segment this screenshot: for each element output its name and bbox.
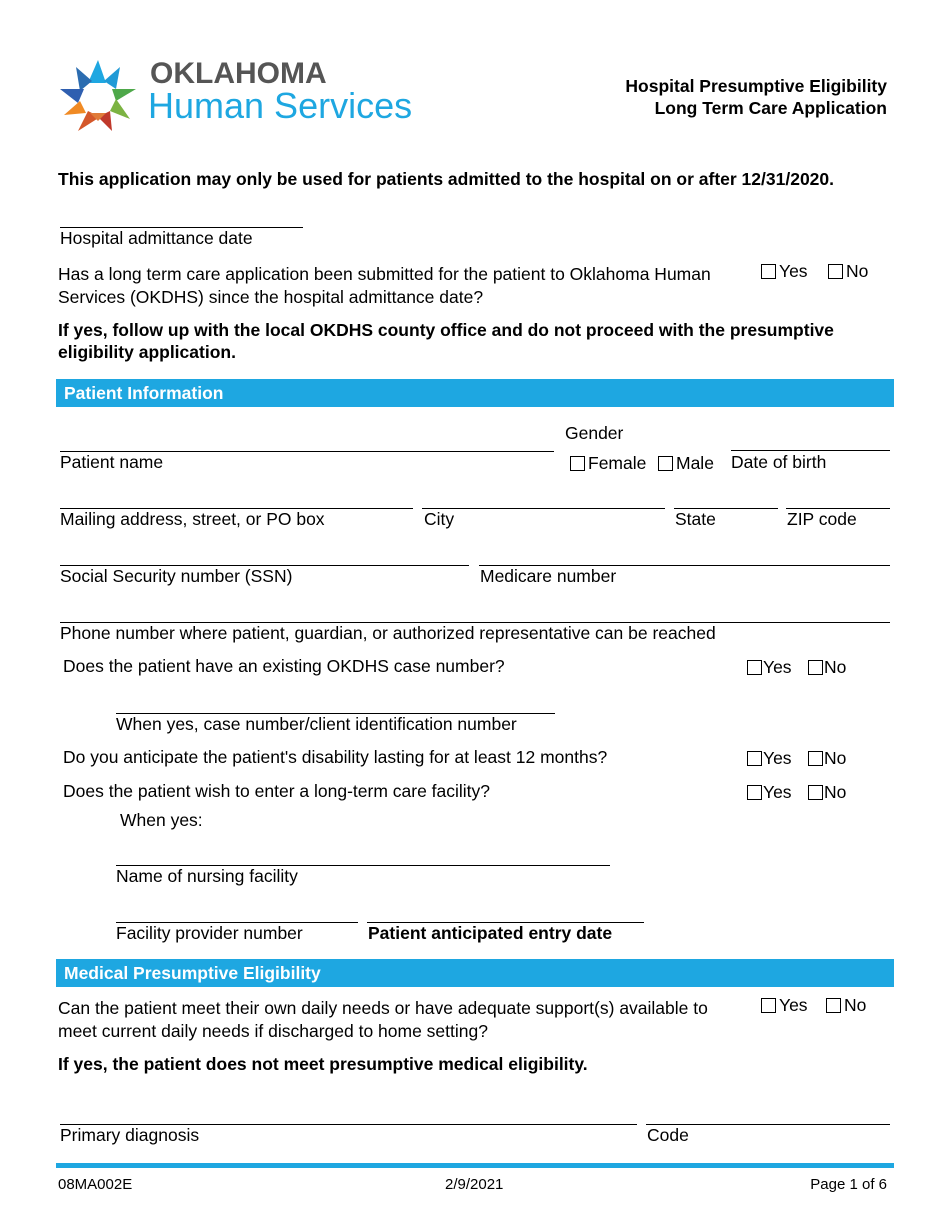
- gender-female[interactable]: [570, 453, 646, 474]
- checkbox-icon[interactable]: [826, 998, 841, 1013]
- primary-diagnosis-label: Primary diagnosis: [60, 1125, 200, 1145]
- phone-label: Phone number where patient, guardian, or authorized representative can be reached: [60, 623, 716, 643]
- form-title-line2: Long Term Care Application: [654, 98, 887, 118]
- checkbox-icon[interactable]: [658, 456, 673, 471]
- ltc-submitted-question-line2: Services (OKDHS) since the hospital admittance date?: [58, 287, 484, 307]
- ltc-submitted-yes[interactable]: [761, 261, 808, 282]
- daily-needs-question-line2: meet current daily needs if discharged to home setting?: [58, 1021, 488, 1041]
- form-date: 2/9/2021: [445, 1176, 504, 1193]
- checkbox-icon[interactable]: [808, 751, 823, 766]
- ltc-facility-no[interactable]: [808, 782, 846, 803]
- followup-notice-line1: If yes, follow up with the local OKDHS county office and do not proceed with the presumptive: [58, 320, 834, 340]
- ltc-submitted-no[interactable]: [828, 261, 868, 282]
- case-number-yes[interactable]: [747, 657, 792, 678]
- logo-line1: OKLAHOMA: [150, 57, 327, 90]
- checkbox-icon[interactable]: [747, 785, 762, 800]
- no-label: No: [824, 657, 847, 677]
- facility-provider-label: Facility provider number: [116, 923, 303, 943]
- medical-eligibility-notice: If yes, the patient does not meet presumptive medical eligibility.: [58, 1054, 588, 1074]
- admittance-date-label: Hospital admittance date: [60, 228, 253, 248]
- ssn-label: Social Security number (SSN): [60, 566, 293, 586]
- eligibility-notice: This application may only be used for patients admitted to the hospital on or after 12/31/2020.: [58, 169, 834, 189]
- zip-label: ZIP code: [787, 509, 857, 529]
- checkbox-icon[interactable]: [808, 660, 823, 675]
- state-label: State: [675, 509, 716, 529]
- yes-label: Yes: [779, 261, 808, 281]
- daily-needs-yes[interactable]: [761, 995, 808, 1016]
- form-title-line1: Hospital Presumptive Eligibility: [625, 76, 887, 96]
- entry-date-label: Patient anticipated entry date: [368, 923, 613, 943]
- checkbox-icon[interactable]: [747, 751, 762, 766]
- medicare-label: Medicare number: [480, 566, 617, 586]
- checkbox-icon[interactable]: [761, 264, 776, 279]
- no-label: No: [844, 995, 867, 1015]
- disability-question: Do you anticipate the patient's disability lasting for at least 12 months?: [63, 747, 608, 767]
- checkbox-icon[interactable]: [570, 456, 585, 471]
- city-label: City: [424, 509, 455, 529]
- case-number-question: Does the patient have an existing OKDHS case number?: [63, 656, 505, 676]
- disability-yes[interactable]: [747, 748, 792, 769]
- no-label: No: [846, 261, 869, 281]
- star-logo-icon: [58, 55, 138, 135]
- gender-label: Gender: [565, 423, 624, 443]
- address-label: Mailing address, street, or PO box: [60, 509, 325, 529]
- checkbox-icon[interactable]: [761, 998, 776, 1013]
- no-label: No: [824, 748, 847, 768]
- logo-line2: Human Services: [148, 85, 413, 126]
- yes-label: Yes: [779, 995, 808, 1015]
- agency-logo: [58, 55, 438, 135]
- facility-name-label: Name of nursing facility: [116, 866, 298, 886]
- patient-information-header: Patient Information: [56, 379, 894, 407]
- daily-needs-question-line1: Can the patient meet their own daily needs or have adequate support(s) available to: [58, 998, 708, 1018]
- patient-name-label: Patient name: [60, 452, 164, 472]
- male-label: Male: [676, 453, 714, 473]
- yes-label: Yes: [763, 657, 792, 677]
- female-label: Female: [588, 453, 647, 473]
- checkbox-icon[interactable]: [828, 264, 843, 279]
- medical-eligibility-header: Medical Presumptive Eligibility: [56, 959, 894, 987]
- gender-male[interactable]: [658, 453, 714, 474]
- case-number-no[interactable]: [808, 657, 846, 678]
- daily-needs-no[interactable]: [826, 995, 866, 1016]
- case-number-label: When yes, case number/client identification number: [116, 714, 517, 734]
- ltc-facility-question: Does the patient wish to enter a long-term care facility?: [63, 781, 491, 801]
- checkbox-icon[interactable]: [808, 785, 823, 800]
- footer-divider: [56, 1163, 894, 1168]
- dob-label: Date of birth: [731, 452, 827, 472]
- disability-no[interactable]: [808, 748, 846, 769]
- followup-notice-line2: eligibility application.: [58, 342, 236, 362]
- page-number: Page 1 of 6: [810, 1176, 887, 1193]
- code-label: Code: [647, 1125, 689, 1145]
- checkbox-icon[interactable]: [747, 660, 762, 675]
- ltc-facility-yes[interactable]: [747, 782, 792, 803]
- city-field[interactable]: [422, 508, 665, 509]
- form-number: 08MA002E: [58, 1176, 133, 1193]
- when-yes-label: When yes:: [120, 810, 203, 830]
- no-label: No: [824, 782, 847, 802]
- yes-label: Yes: [763, 782, 792, 802]
- yes-label: Yes: [763, 748, 792, 768]
- dob-field[interactable]: [731, 450, 890, 451]
- ltc-submitted-question-line1: Has a long term care application been submitted for the patient to Oklahoma Human: [58, 264, 711, 284]
